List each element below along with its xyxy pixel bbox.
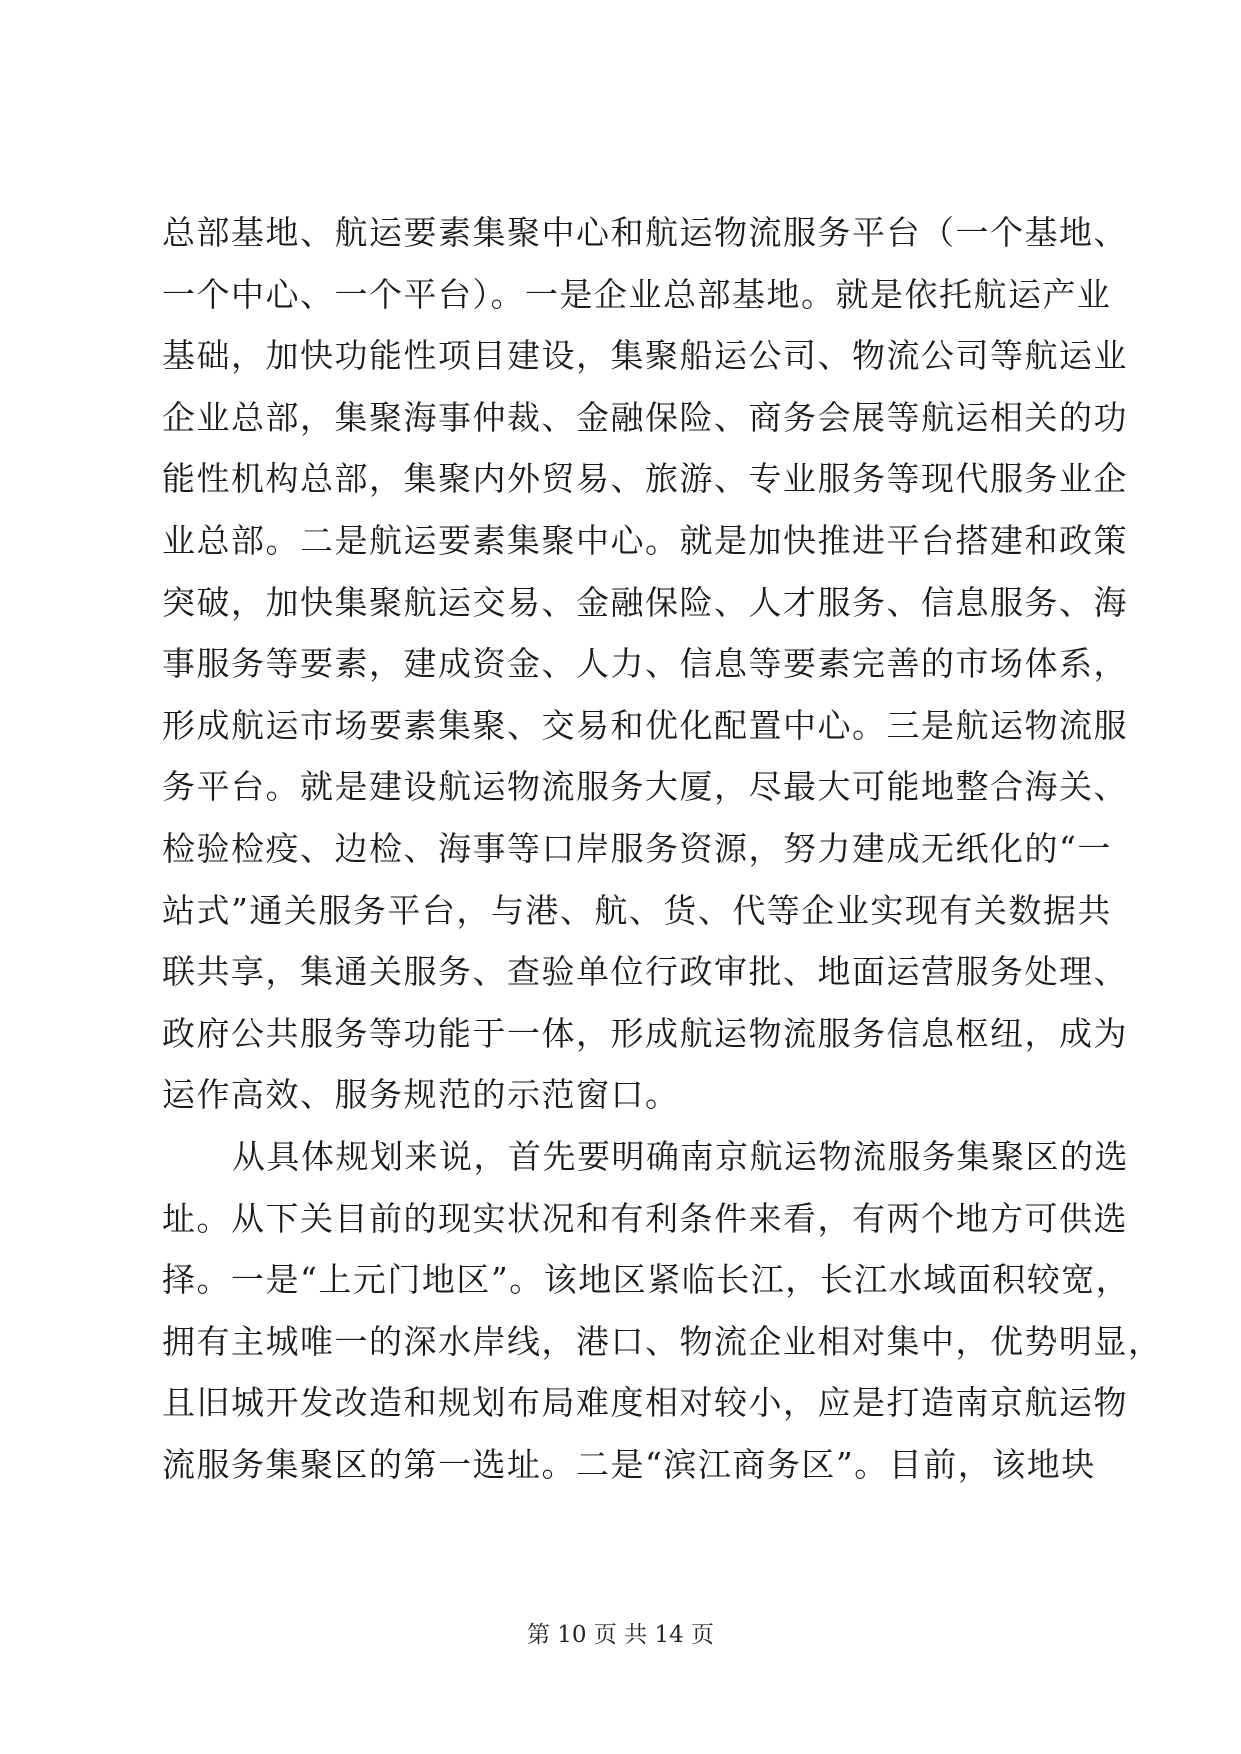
text-line: 址。从下关目前的现实状况和有利条件来看，有两个地方可供选 xyxy=(162,1198,1128,1238)
text-line: 站式”通关服务平台，与港、航、货、代等企业实现有关数据共 xyxy=(162,890,1112,930)
text-line: 企业总部，集聚海事仲裁、金融保险、商务会展等航运相关的功 xyxy=(162,397,1128,437)
text-line: 突破，加快集聚航运交易、金融保险、人才服务、信息服务、海 xyxy=(162,582,1128,622)
text-line: 一个中心、一个平台）。一是企业总部基地。就是依托航运产业 xyxy=(162,274,1112,314)
text-line: 从具体规划来说，首先要明确南京航运物流服务集聚区的选 xyxy=(232,1136,1129,1176)
text-line: 检验检疫、边检、海事等口岸服务资源，努力建成无纸化的“一 xyxy=(162,828,1112,868)
page-number-footer: 第 10 页 共 14 页 xyxy=(526,1622,715,1648)
text-line: 总部基地、航运要素集聚中心和航运物流服务平台（一个基地、 xyxy=(162,213,1128,252)
text-line: 政府公共服务等功能于一体，形成航运物流服务信息枢纽，成为 xyxy=(162,1013,1128,1053)
text-line: 运作高效、服务规范的示范窗口。 xyxy=(162,1075,680,1115)
text-line: 拥有主城唯一的深水岸线，港口、物流企业相对集中，优势明显， xyxy=(162,1321,1163,1361)
text-line: 事服务等要素，建成资金、人力、信息等要素完善的市场体系， xyxy=(162,644,1128,684)
text-line: 流服务集聚区的第一选址。二是“滨江商务区”。目前，该地块 xyxy=(162,1444,1096,1484)
text-line: 基础，加快功能性项目建设，集聚船运公司、物流公司等航运业 xyxy=(162,336,1128,376)
text-line: 业总部。二是航运要素集聚中心。就是加快推进平台搭建和政策 xyxy=(162,520,1128,560)
text-line: 务平台。就是建设航运物流服务大厦，尽最大可能地整合海关、 xyxy=(162,767,1128,807)
text-line: 择。一是“上元门地区”。该地区紧临长江，长江水域面积较宽， xyxy=(162,1260,1131,1300)
document-body xyxy=(162,202,1163,1495)
text-line: 联共享，集通关服务、查验单位行政审批、地面运营服务处理、 xyxy=(162,952,1128,992)
text-line: 且旧城开发改造和规划布局难度相对较小，应是打造南京航运物 xyxy=(162,1383,1128,1423)
text-line: 能性机构总部，集聚内外贸易、旅游、专业服务等现代服务业企 xyxy=(162,459,1128,499)
text-line: 形成航运市场要素集聚、交易和优化配置中心。三是航运物流服 xyxy=(162,705,1128,745)
